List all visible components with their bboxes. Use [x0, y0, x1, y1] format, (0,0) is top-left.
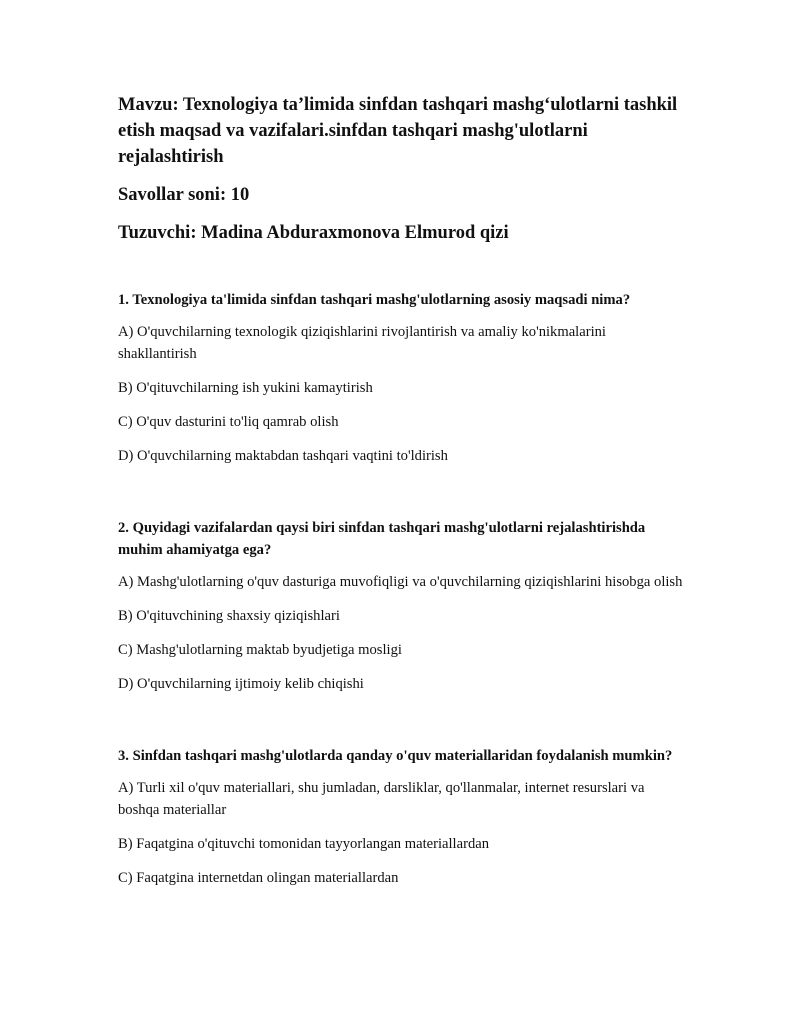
- answer-option-b: B) O'qituvchining shaxsiy qiziqishlari: [118, 608, 340, 624]
- answer-option-d: D) O'quvchilarning ijtimoiy kelib chiqishi: [118, 676, 364, 692]
- answer-option-a: A) Mashg'ulotlarning o'quv dasturiga muvofiqligi va o'quvchilarning qiziqishlarini hisobga olish: [118, 574, 683, 590]
- question-text: 2. Quyidagi vazifalardan qaysi biri sinfdan tashqari mashg'ulotlarni rejalashtirishda muhim ahamiyatga ega?: [118, 520, 646, 558]
- question-spacer: [118, 707, 688, 745]
- question-1: [118, 289, 688, 467]
- document-page: [118, 92, 688, 901]
- question-2: [118, 517, 688, 695]
- answer-option-a: A) O'quvchilarning texnologik qiziqishlarini rivojlantirish va amaliy ko'nikmalarini shakllantirish: [118, 324, 606, 362]
- answer-option-b: B) O'qituvchilarning ish yukini kamaytirish: [118, 380, 373, 396]
- answer-option-c: C) Mashg'ulotlarning maktab byudjetiga mosligi: [118, 642, 402, 658]
- question-spacer: [118, 479, 688, 517]
- question-3: [118, 745, 688, 889]
- question-text: 1. Texnologiya ta'limida sinfdan tashqari mashg'ulotlarning asosiy maqsadi nima?: [118, 292, 631, 308]
- question-text: 3. Sinfdan tashqari mashg'ulotlarda qanday o'quv materiallaridan foydalanish mumkin?: [118, 748, 673, 764]
- document-title: Mavzu: Texnologiya ta’limida sinfdan tashqari mashg‘ulotlarni tashkil etish maqsad va vazifalari.sinfdan tashqari mashg'ulotlarni rejalashtirish: [118, 95, 678, 167]
- answer-option-c: C) Faqatgina internetdan olingan materiallardan: [118, 870, 399, 886]
- answer-option-a: A) Turli xil o'quv materiallari, shu jumladan, darsliklar, qo'llanmalar, internet resurslari va boshqa materiallar: [118, 780, 645, 818]
- question-count: Savollar soni: 10: [118, 185, 250, 205]
- answer-option-c: C) O'quv dasturini to'liq qamrab olish: [118, 414, 339, 430]
- author-line: Tuzuvchi: Madina Abduraxmonova Elmurod qizi: [118, 223, 509, 243]
- answer-option-d: D) O'quvchilarning maktabdan tashqari vaqtini to'ldirish: [118, 448, 448, 464]
- answer-option-b: B) Faqatgina o'qituvchi tomonidan tayyorlangan materiallardan: [118, 836, 490, 852]
